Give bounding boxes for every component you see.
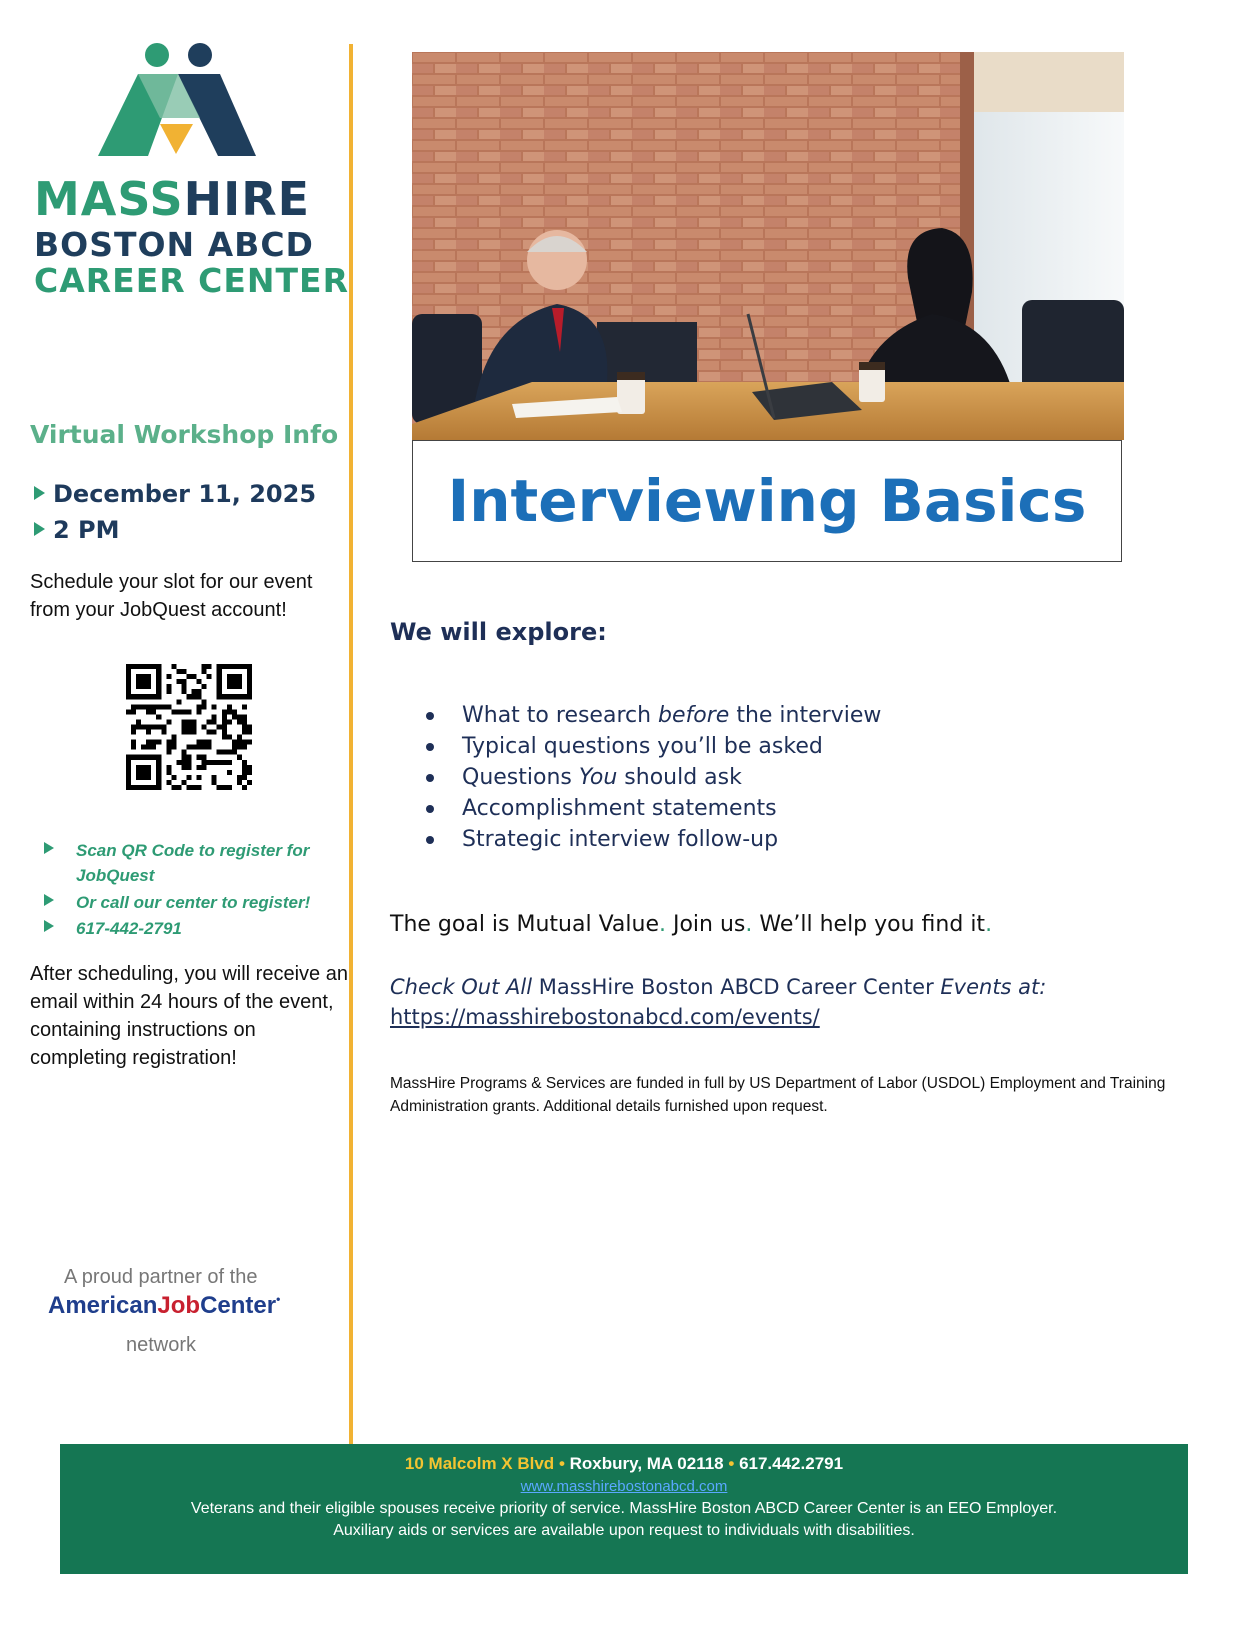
list-item: Accomplishment statements — [420, 793, 881, 824]
after-scheduling-text: After scheduling, you will receive an email within 24 hours of the event, containing instructions on completing registration! — [30, 963, 348, 1069]
register-item-scan: Scan QR Code to register for JobQuest — [44, 838, 344, 888]
workshop-title: Interviewing Basics — [447, 467, 1087, 535]
list-item: Questions You should ask — [420, 762, 881, 793]
topics-list — [420, 700, 881, 855]
list-item: What to research before the interview — [420, 700, 881, 731]
vertical-divider — [349, 44, 353, 1448]
list-item: Typical questions you’ll be asked — [420, 731, 881, 762]
american-job-center-logo: AmericanJobCenter• — [48, 1292, 281, 1319]
logo-career-text: CAREER CENTER — [34, 261, 349, 300]
footer-website — [60, 1478, 1188, 1495]
footer-auxiliary-text: Auxiliary aids or services are available upon request to individuals with disabilities. — [333, 1522, 915, 1539]
footer-address: 10 Malcolm X Blvd • Roxbury, MA 02118 • 617.442.2791 — [404, 1454, 844, 1473]
register-item-call: Or call our center to register! — [44, 890, 344, 915]
register-item-phone[interactable]: 617-442-2791 — [44, 916, 344, 941]
masshire-logo — [28, 36, 349, 300]
event-date: December 11, 2025 — [34, 480, 316, 508]
registration-qr-code[interactable] — [126, 664, 252, 790]
event-time: 2 PM — [34, 516, 120, 544]
list-item: Strategic interview follow-up — [420, 824, 881, 855]
explore-heading: We will explore: — [390, 618, 607, 646]
triangle-bullet-icon — [44, 920, 54, 932]
partner-text: A proud partner of the — [64, 1266, 258, 1288]
network-text: network — [126, 1334, 197, 1356]
footer-website-link[interactable]: www.masshirebostonabcd.com — [520, 1478, 728, 1495]
bullet-dot-icon — [426, 712, 434, 720]
goal-statement: The goal is Mutual Value. Join us. We’ll help you find it. — [390, 912, 993, 937]
bullet-dot-icon — [426, 836, 434, 844]
masshire-people-icon — [28, 36, 338, 171]
bullet-dot-icon — [426, 774, 434, 782]
events-callout: Check Out All MassHire Boston ABCD Career Center Events at: https://masshirebostonabcd.com/events/ — [390, 975, 1047, 1029]
triangle-bullet-icon — [44, 894, 54, 906]
bullet-dot-icon — [426, 805, 434, 813]
events-link[interactable]: https://masshirebostonabcd.com/events/ — [390, 1005, 820, 1029]
footer-veterans-text: Veterans and their eligible spouses receive priority of service. MassHire Boston ABCD Career Center is an EEO Employer. — [190, 1500, 1058, 1517]
bullet-dot-icon — [426, 743, 434, 751]
schedule-instructions: Schedule your slot for our event from your JobQuest account! — [30, 571, 313, 621]
interview-photo — [412, 52, 1124, 440]
triangle-bullet-icon — [34, 486, 45, 500]
footer-banner — [60, 1444, 1188, 1574]
workshop-info-heading: Virtual Workshop Info — [30, 420, 339, 449]
funding-disclaimer: MassHire Programs & Services are funded in full by US Department of Labor (USDOL) Employment and Training Administration grants. Additional details furnished upon request. — [390, 1075, 1166, 1115]
title-box — [412, 440, 1122, 562]
triangle-bullet-icon — [34, 522, 45, 536]
logo-boston-text: BOSTON ABCD — [34, 225, 314, 264]
logo-masshire-text: MASSHIRE — [34, 172, 311, 226]
triangle-bullet-icon — [44, 842, 54, 854]
